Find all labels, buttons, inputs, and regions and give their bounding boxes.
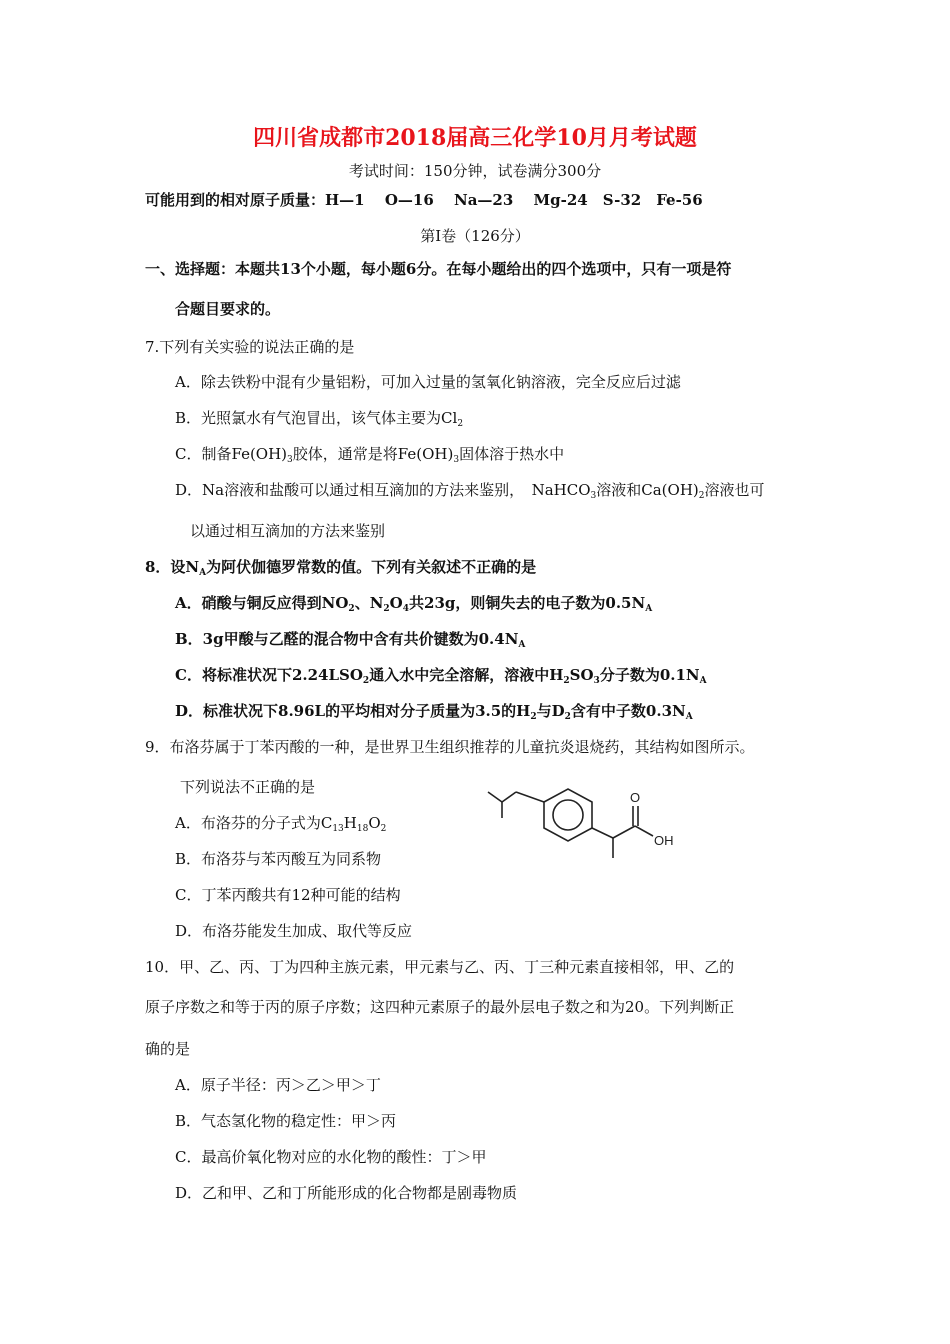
q9-option-d: D．布洛芬能发生加成、取代等反应 [175, 922, 413, 940]
q10-option-b: B．气态氢化物的稳定性：甲＞丙 [175, 1112, 397, 1130]
instructions-line-1: 一、选择题：本题共13个小题，每小题6分。在每小题给出的四个选项中，只有一项是符 [145, 260, 732, 278]
q7-option-b: B．光照氯水有气泡冒出，该气体主要为$Cl_2$ [175, 409, 464, 429]
q8-option-d: D．标准状况下8.96L的平均相对分子质量为3.5的$H_2$与$D_2$含有中子数$0.3N_A$ [175, 702, 693, 722]
q9-option-c: C．丁苯丙酸共有12种可能的结构 [175, 886, 401, 904]
q10-option-c: C．最高价氧化物对应的水化物的酸性：丁＞甲 [175, 1148, 487, 1166]
ibuprofen-structure-diagram [478, 770, 688, 870]
page-title: 四川省成都市2018届高三化学10月月考试题 [253, 125, 697, 151]
q10-stem-line-1: 10．甲、乙、丙、丁为四种主族元素，甲元素与乙、丙、丁三种元素直接相邻，甲、乙的 [145, 958, 735, 976]
structure-oxygen-label: O [630, 790, 641, 805]
q8-option-c: C．将标准状况下$2.24LSO_2$通入水中完全溶解，溶液中$H_2SO_3$分子数为$0.1N_A$ [175, 666, 707, 686]
q10-option-a: A．原子半径：丙＞乙＞甲＞丁 [175, 1076, 381, 1094]
q9-option-a: A．布洛芬的分子式为$C_{13}H_{18}O_2$ [175, 814, 387, 834]
q7-option-d: D．Na溶液和盐酸可以通过相互滴加的方法来鉴别， NaHCO$_3$溶液和$Ca(OH)_2$溶液也可 [175, 481, 765, 501]
q8-stem: 8．设$N_A$为阿伏伽德罗常数的值。下列有关叙述不正确的是 [145, 558, 537, 578]
instructions-line-2: 合题目要求的。 [175, 300, 281, 318]
q9-stem-line-2: 下列说法不正确的是 [180, 778, 316, 796]
q8-option-a: A．硝酸与铜反应得到$NO_2$、$N_2O_4$共23g，则铜失去的电子数为$0.5N_A$ [175, 594, 653, 614]
q10-stem-line-2: 原子序数之和等于丙的原子序数；这四种元素原子的最外层电子数之和为20。下列判断正 [145, 998, 735, 1016]
q7-option-c: C．制备$Fe(OH)_3$胶体，通常是将$Fe(OH)_3$固体溶于热水中 [175, 445, 565, 465]
q10-option-d: D．乙和甲、乙和丁所能形成的化合物都是剧毒物质 [175, 1184, 518, 1202]
q7-option-d-line-2: 以通过相互滴加的方法来鉴别 [190, 522, 386, 540]
q8-option-b: B．3g甲酸与乙醛的混合物中含有共价键数为$0.4N_A$ [175, 630, 526, 650]
q9-stem: 9．布洛芬属于丁苯丙酸的一种，是世界卫生组织推荐的儿童抗炎退烧药，其结构如图所示。 [145, 738, 755, 756]
q7-option-a: A．除去铁粉中混有少量铝粉，可加入过量的氢氧化钠溶液，完全反应后过滤 [175, 373, 681, 391]
q9-option-b: B．布洛芬与苯丙酸互为同系物 [175, 850, 382, 868]
q10-stem-line-3: 确的是 [145, 1040, 191, 1058]
q7-stem: 7.下列有关实验的说法正确的是 [145, 338, 355, 356]
structure-hydroxyl-label: OH [654, 833, 674, 848]
section-heading: 第Ⅰ卷（126分） [420, 227, 530, 245]
exam-info: 考试时间：150分钟，试卷满分300分 [348, 162, 602, 180]
atomic-mass-line: 可能用到的相对原子质量：H—1 O—16 Na—23 Mg-24 S-32 Fe-56 [145, 191, 703, 209]
